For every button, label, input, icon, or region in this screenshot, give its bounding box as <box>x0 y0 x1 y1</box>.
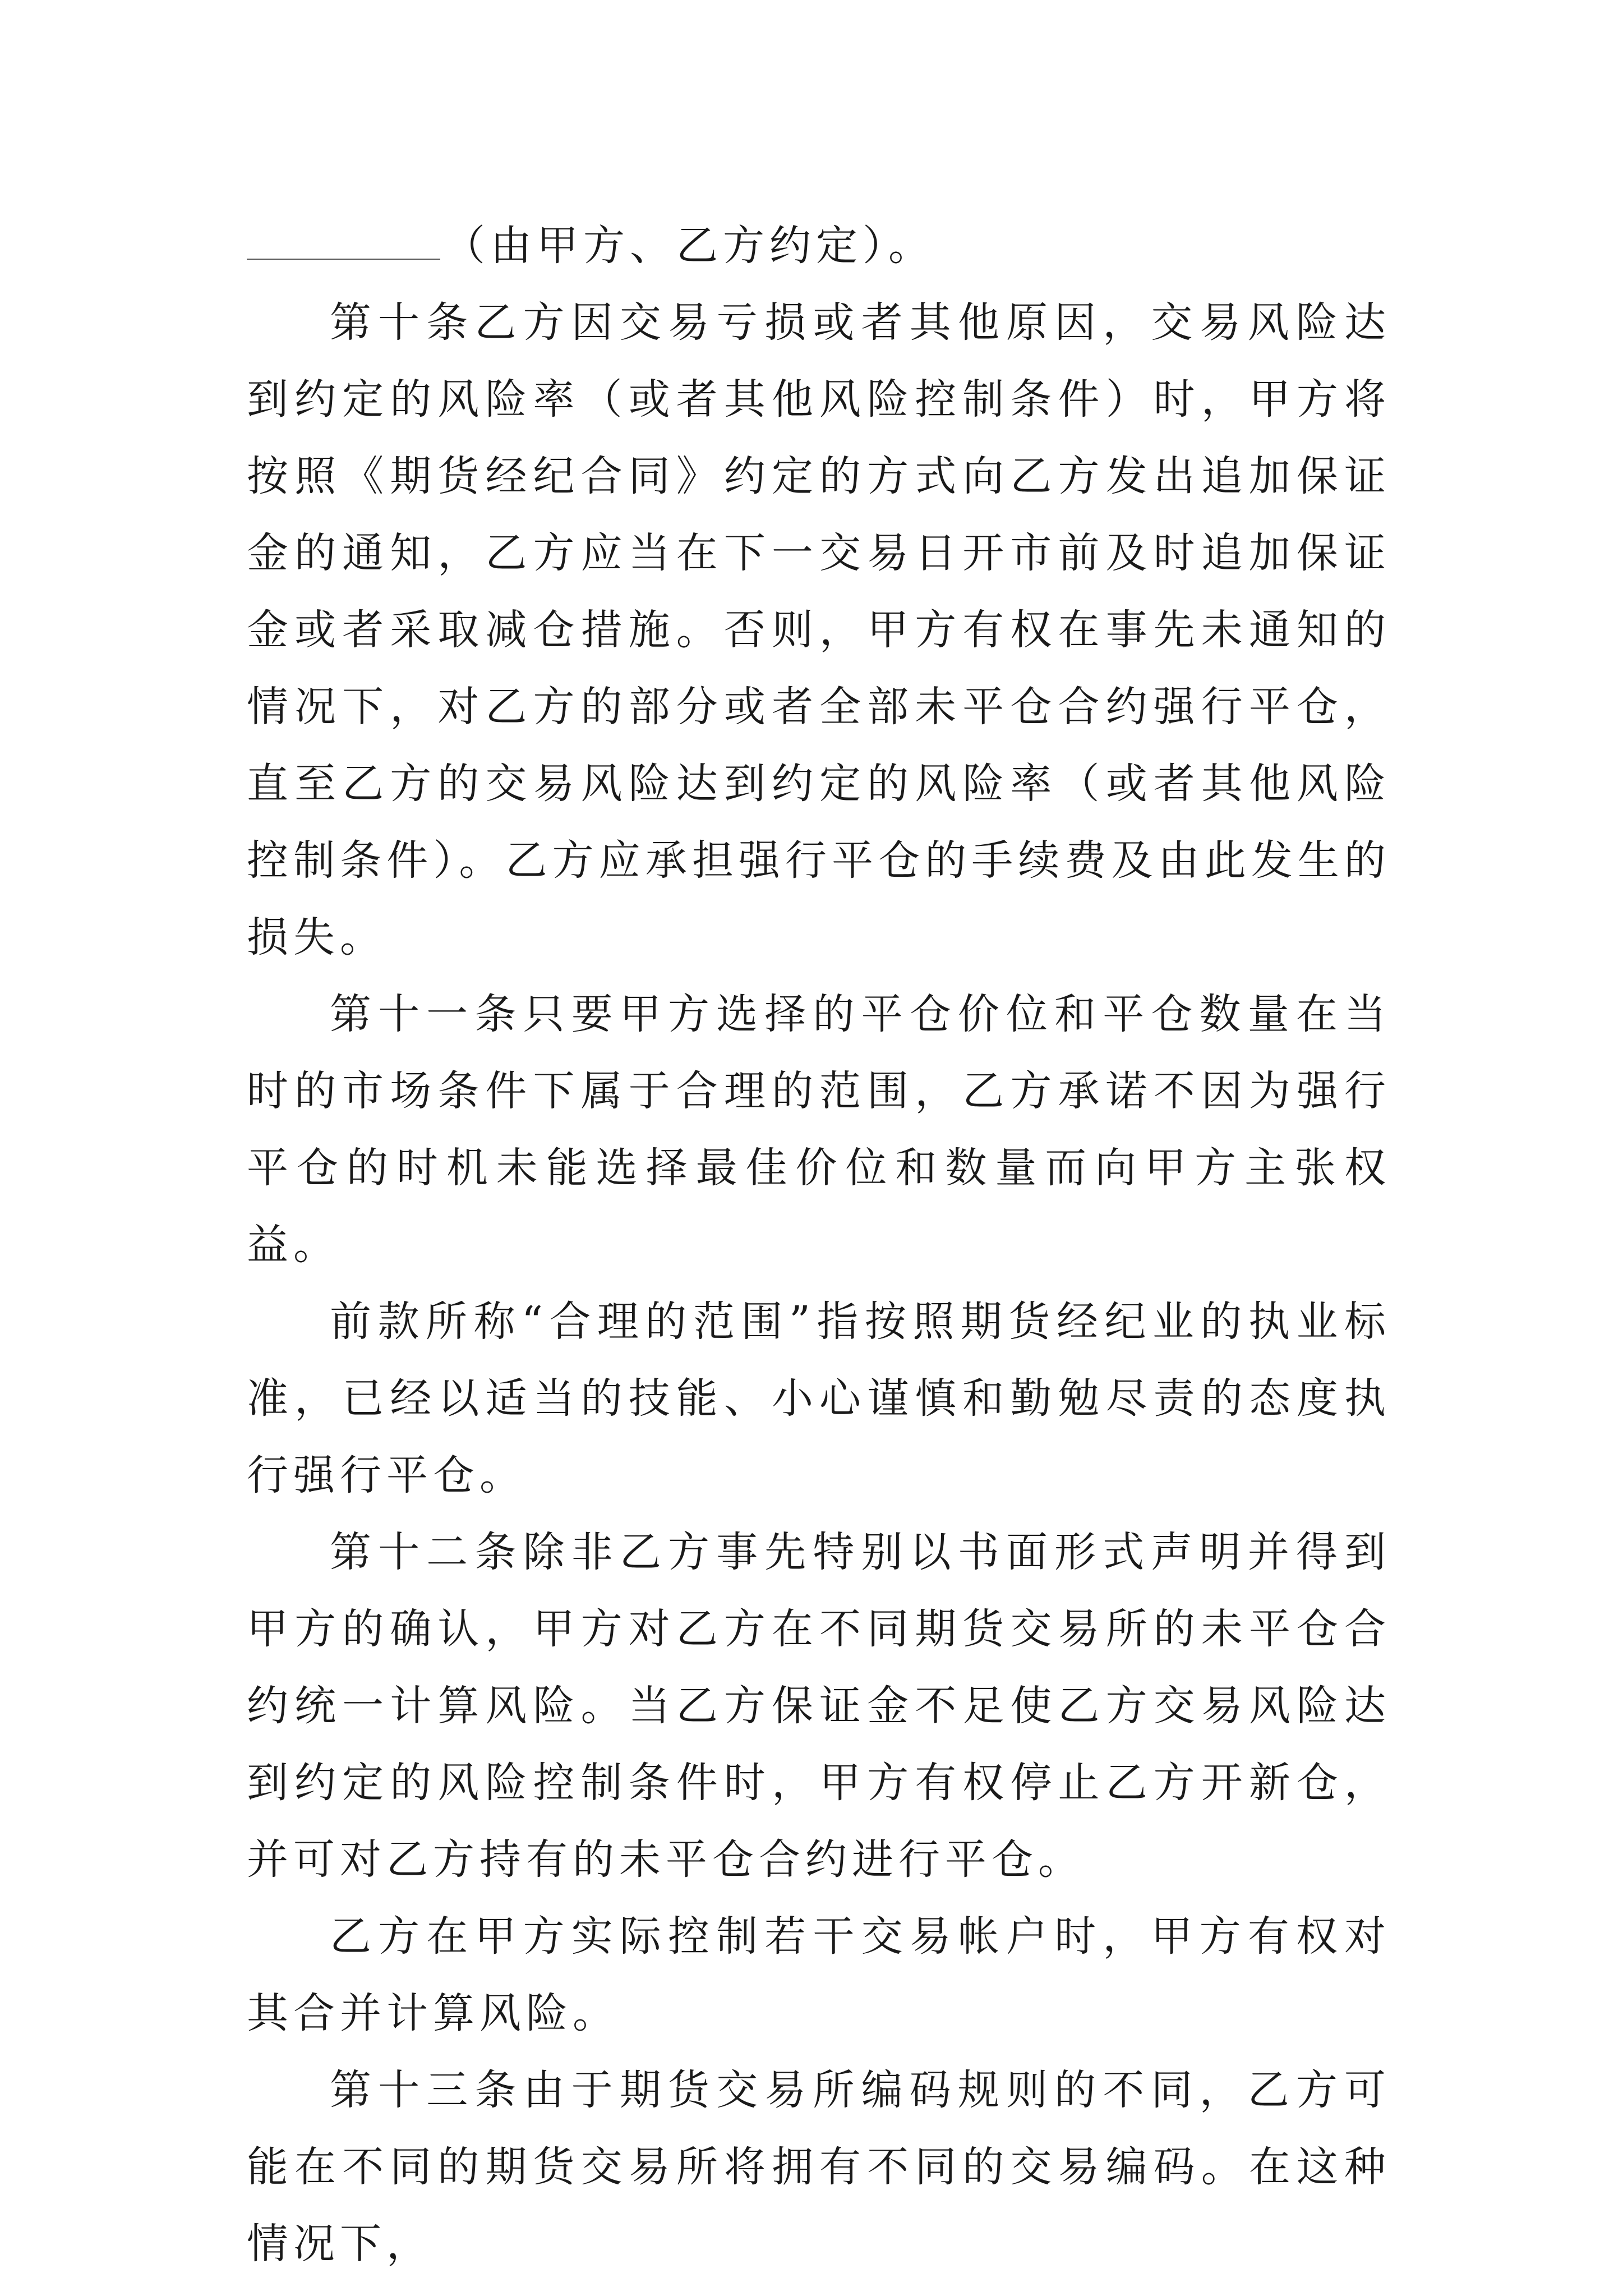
fill-in-blank-line <box>247 217 440 260</box>
paragraph-combined-risk: 乙方在甲方实际控制若干交易帐户时，甲方有权对其合并计算风险。 <box>247 1912 1391 2037</box>
paragraph-article-12: 第十二条除非乙方事先特别以书面形式声明并得到甲方的确认，甲方对乙方在不同期货交易所的未平仓合约统一计算风险。当乙方保证金不足使乙方交易风险达到约定的风险控制条件时，甲方有权停止乙方开新仓，并可对乙方持有的未平仓合约进行平仓。 <box>247 1528 1391 1884</box>
paragraph-article-11: 第十一条只要甲方选择的平仓价位和平仓数量在当时的市场条件下属于合理的范围，乙方承诺不因为强行平仓的时机未能选择最佳价位和数量而向甲方主张权益。 <box>247 990 1391 1269</box>
document-body <box>247 208 1391 2283</box>
paragraph-article-10: 第十条乙方因交易亏损或者其他原因，交易风险达到约定的风险率（或者其他风险控制条件）时，甲方将按照《期货经纪合同》约定的方式向乙方发出追加保证金的通知，乙方应当在下一交易日开市前及时追加保证金或者采取减仓措施。否则，甲方有权在事先未通知的情况下，对乙方的部分或者全部未平仓合约强行平仓，直至乙方的交易风险达到约定的风险率（或者其他风险控制条件）。乙方应承担强行平仓的手续费及由此发生的损失。 <box>247 298 1391 961</box>
paragraph-blank-clause <box>247 208 1391 284</box>
paragraph-reasonable-range: 前款所称“合理的范围”指按照期货经纪业的执业标准，已经以适当的技能、小心谨慎和勤勉尽责的态度执行强行平仓。 <box>247 1297 1391 1499</box>
paragraph-text: （由甲方、乙方约定）。 <box>444 222 935 270</box>
paragraph-article-13: 第十三条由于期货交易所编码规则的不同，乙方可能在不同的期货交易所将拥有不同的交易编码。在这种情况下， <box>247 2066 1391 2268</box>
